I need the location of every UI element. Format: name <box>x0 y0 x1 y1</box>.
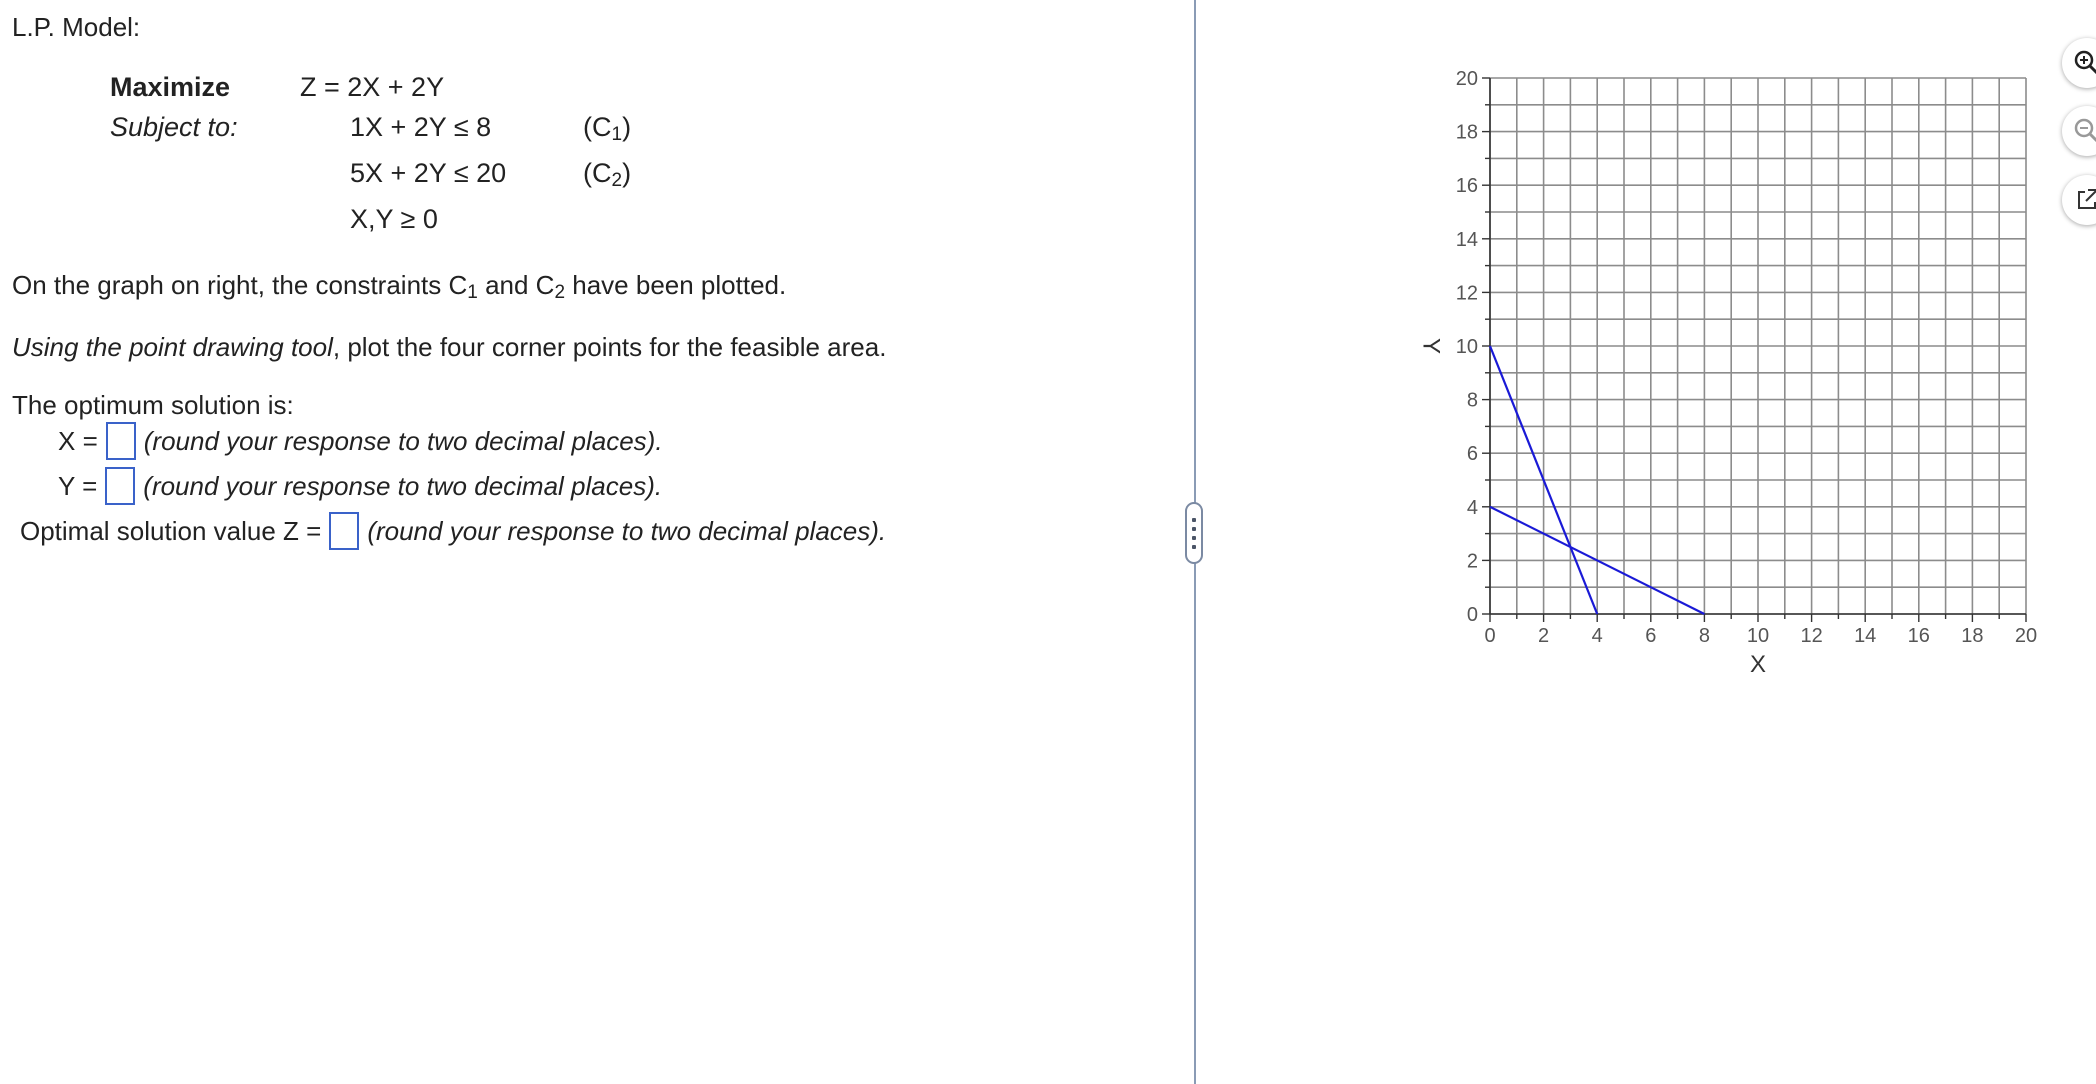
x-tick-label: 18 <box>1961 625 1984 647</box>
x-tick-label: 10 <box>1746 625 1770 647</box>
instruction-plot-points: Using the point drawing tool, plot the four corner points for the feasible area. <box>12 332 887 362</box>
x-tick-label: 0 <box>1484 625 1496 647</box>
divider-drag-handle[interactable] <box>1185 502 1203 564</box>
y-tick-label: 8 <box>1466 389 1478 412</box>
y-tick-label: 10 <box>1455 336 1478 358</box>
maximize-label: Maximize <box>110 72 231 102</box>
objective-function: Z = 2X + 2Y <box>300 72 445 102</box>
popout-button[interactable] <box>2062 175 2096 225</box>
handle-dot <box>1192 518 1196 522</box>
handle-dot <box>1192 527 1196 531</box>
x-tick-label: 16 <box>1907 625 1930 647</box>
handle-dot <box>1192 536 1196 540</box>
x-answer-input[interactable] <box>106 422 136 460</box>
y-answer-hint: (round your response to two decimal places). <box>143 470 663 501</box>
x-answer-label: X = <box>58 425 98 456</box>
y-tick-label: 2 <box>1466 550 1478 573</box>
constraint-c1: 1X + 2Y ≤ 8 <box>350 112 492 142</box>
zoom-out-icon <box>2072 116 2096 146</box>
optimum-intro: The optimum solution is: <box>12 390 294 420</box>
popout-icon <box>2072 185 2096 215</box>
y-tick-label: 0 <box>1466 604 1478 626</box>
y-tick-label: 6 <box>1466 443 1478 466</box>
handle-dot <box>1192 545 1196 549</box>
model-heading: L.P. Model: <box>12 12 141 42</box>
nonnegativity-constraint: X,Y ≥ 0 <box>350 204 438 234</box>
y-tick-label: 4 <box>1466 496 1478 519</box>
x-tick-label: 8 <box>1698 625 1710 647</box>
x-tick-label: 20 <box>2014 625 2038 647</box>
x-tick-label: 2 <box>1538 625 1550 647</box>
y-answer-input[interactable] <box>105 467 135 505</box>
subject-to-label: Subject to: <box>110 112 238 142</box>
lp-graph[interactable] <box>1380 50 2060 690</box>
y-axis-title: Y <box>1417 337 1445 355</box>
instruction-plotted: On the graph on right, the constraints $C_1$ and $C_2$ have been plotted. <box>12 270 787 303</box>
x-answer-row <box>58 422 663 460</box>
z-answer-hint: (round your response to two decimal places). <box>367 515 887 546</box>
constraint-c1-tag: $(C_1)$ <box>583 112 632 145</box>
y-answer-label: Y = <box>58 470 98 501</box>
x-tick-label: 12 <box>1800 625 1823 647</box>
constraint-c2: 5X + 2Y ≤ 20 <box>350 158 507 188</box>
z-answer-row <box>20 512 886 550</box>
x-answer-hint: (round your response to two decimal places). <box>143 425 663 456</box>
z-answer-input[interactable] <box>329 512 359 550</box>
y-tick-label: 14 <box>1455 228 1478 251</box>
x-tick-label: 14 <box>1854 625 1877 647</box>
y-answer-row <box>58 467 662 505</box>
y-tick-label: 18 <box>1455 121 1478 144</box>
zoom-in-button[interactable] <box>2062 38 2096 88</box>
y-tick-label: 20 <box>1455 68 1478 90</box>
x-axis-title: X <box>1749 651 1767 678</box>
x-tick-label: 4 <box>1591 625 1603 647</box>
y-tick-label: 16 <box>1455 175 1478 198</box>
x-tick-label: 6 <box>1645 625 1657 647</box>
zoom-out-button[interactable] <box>2062 106 2096 156</box>
zoom-in-icon <box>2072 48 2096 78</box>
constraint-c2-tag: $(C_2)$ <box>583 158 632 191</box>
y-tick-label: 12 <box>1455 282 1478 305</box>
z-answer-label: Optimal solution value Z = <box>20 515 322 546</box>
